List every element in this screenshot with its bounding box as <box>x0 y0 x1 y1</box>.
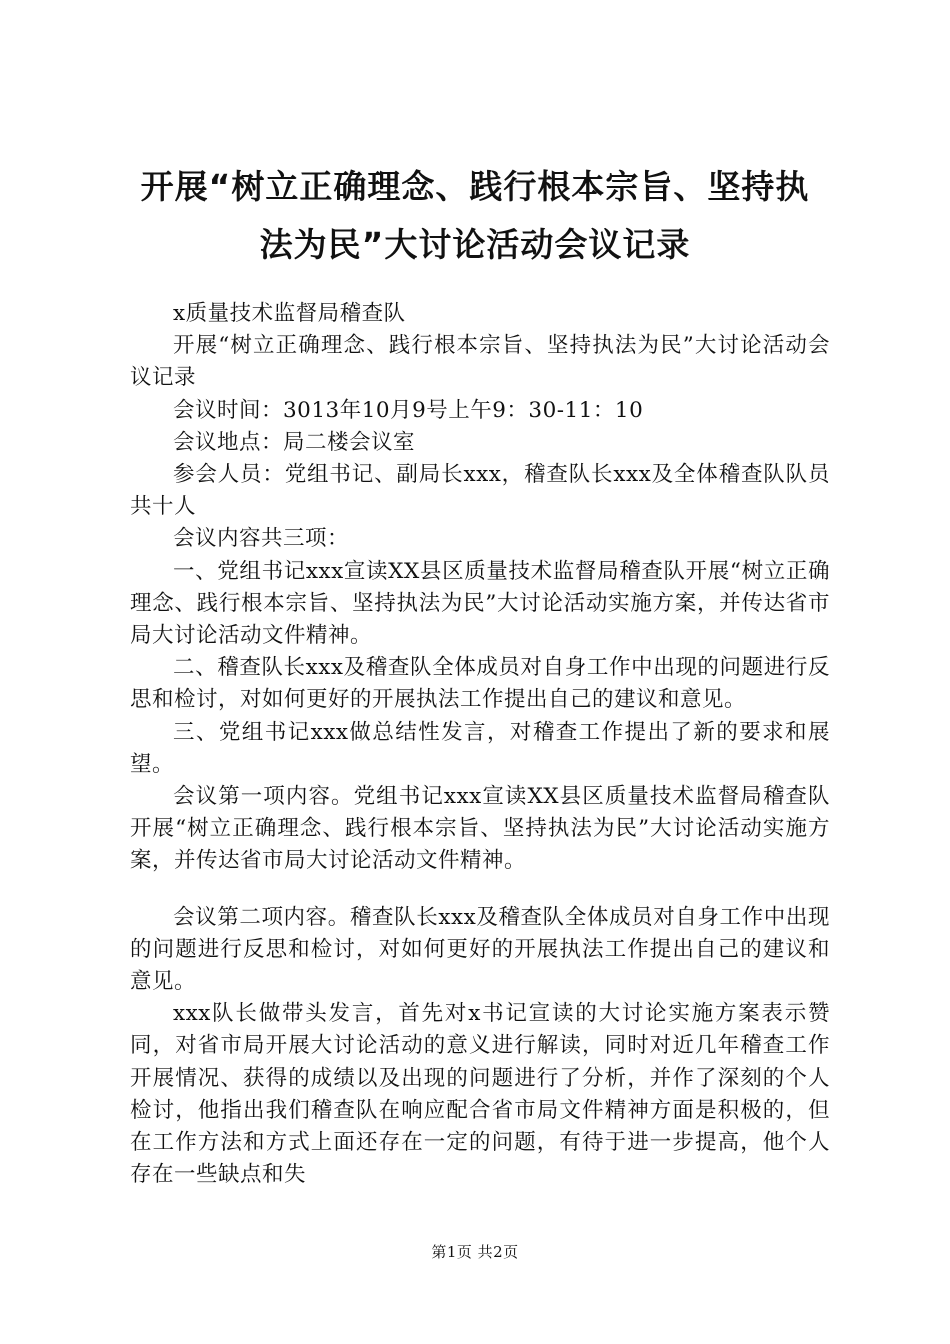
paragraph-agency: x质量技术监督局稽查队 <box>173 301 406 326</box>
paragraph-meeting-place: 会议地点：局二楼会议室 <box>173 429 416 455</box>
paragraph-agenda-item-1: 一、党组书记xxx宣读XX县区质量技术监督局稽查队开展“树立正确理念、践行根本宗旨、坚持执法为民”大讨论活动实施方案，并传达省市局大讨论活动文件精神。 <box>130 558 830 649</box>
paragraph-record-title: 开展“树立正确理念、践行根本宗旨、坚持执法为民”大讨论活动会议记录 <box>130 333 830 391</box>
title-line-1: 开展“树立正确理念、践行根本宗旨、坚持执 <box>140 167 810 206</box>
paragraph-attendees: 参会人员：党组书记、副局长xxx，稽查队长xxx及全体稽查队队员共十人 <box>130 462 830 520</box>
paragraph-item-1-content: 会议第一项内容。党组书记xxx宣读XX县区质量技术监督局稽查队开展“树立正确理念、践行根本宗旨、坚持执法为民”大讨论活动实施方案，并传达省市局大讨论活动文件精神。 <box>130 784 830 874</box>
title-line-2: 法为民”大讨论活动会议记录 <box>259 225 691 264</box>
paragraph-agenda-item-2: 二、稽查队长xxx及稽查队全体成员对自身工作中出现的问题进行反思和检讨，对如何更好的开展执法工作提出自己的建议和意见。 <box>130 655 830 713</box>
document-body <box>130 298 830 1191</box>
paragraph-meeting-time: 会议时间：3013年10月9号上午9：30-11：10 <box>173 397 644 423</box>
paragraph-item-2-content: 会议第二项内容。稽查队长xxx及稽查队全体成员对自身工作中出现的问题进行反思和检讨，对如何更好的开展执法工作提出自己的建议和意见。 <box>130 904 830 995</box>
paragraph-agenda-item-3: 三、党组书记xxx做总结性发言，对稽查工作提出了新的要求和展望。 <box>130 719 830 777</box>
page-footer: 第1页 共2页 <box>431 1243 519 1261</box>
document-title <box>110 158 840 274</box>
paragraph-captain-speech: xxx队长做带头发言，首先对x书记宣读的大讨论实施方案表示赞同，对省市局开展大讨论活动的意义进行解读，同时对近几年稽查工作开展情况、获得的成绩以及出现的问题进行了分析，并作了深刻的个人检讨，他指出我们稽查队在响应配合省市局文件精神方面是积极的，但在工作方法和方式上面还存在一定的问题，有待于进一步提高，他个人存在一些缺点和失 <box>130 1001 830 1188</box>
paragraph-agenda-heading: 会议内容共三项： <box>173 526 350 552</box>
